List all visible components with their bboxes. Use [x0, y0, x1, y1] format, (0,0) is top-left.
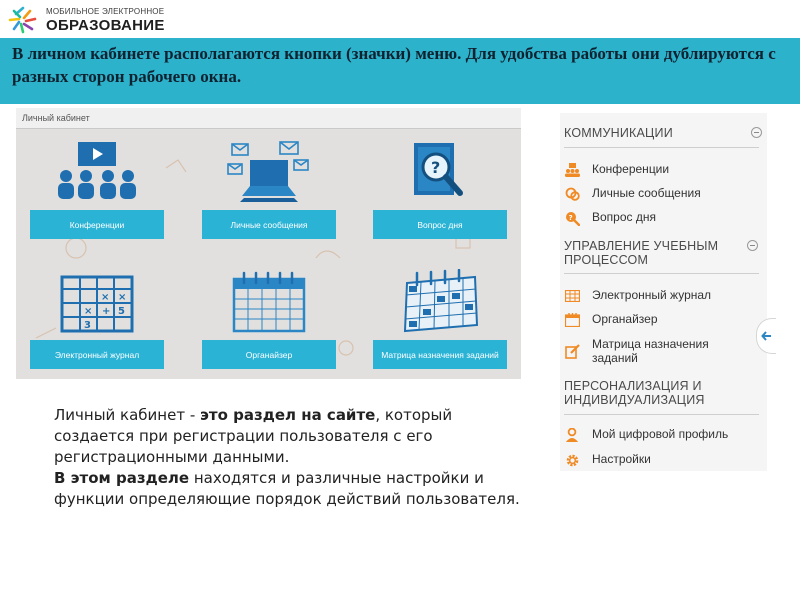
tile-label: Вопрос дня: [373, 210, 507, 239]
tile-matrix[interactable]: [373, 261, 507, 369]
desc-part: , который создается при регистрации пользователя с его регистрационными данными.: [54, 406, 453, 466]
sidebar-item-label: Конференции: [592, 162, 670, 176]
svg-text:?: ?: [431, 158, 441, 177]
matrix-icon: [397, 269, 483, 335]
journal-icon: [564, 288, 580, 304]
divider: [564, 414, 759, 415]
desc-part: находятся и различные настройки и функции определяющие порядок действий пользователя.: [54, 469, 520, 508]
divider: [564, 273, 759, 274]
question-search-icon: [564, 210, 580, 226]
tile-label: Конференции: [30, 210, 164, 239]
svg-text:×: ×: [101, 292, 110, 303]
svg-text:5: 5: [118, 306, 125, 317]
tile-messages[interactable]: [202, 131, 336, 239]
calendar-icon: [228, 269, 310, 335]
sidebar-item-label: Вопрос дня: [592, 210, 656, 224]
section-learning-management[interactable]: [564, 239, 744, 267]
circular-arrows-logo-icon: [6, 4, 40, 36]
sidebar-item-label: Мой цифровой профиль: [592, 427, 729, 441]
arrow-left-icon: [761, 330, 773, 342]
section-title: ПЕРСОНАЛИЗАЦИЯ И ИНДИВИДУАЛИЗАЦИЯ: [564, 379, 705, 407]
messages-icon: [224, 140, 314, 204]
banner-text: В личном кабинете располагаются кнопки (значки) меню. Для удобства работы они дублируются с разных сторон рабочего окна.: [12, 44, 776, 86]
svg-text:?: ?: [568, 213, 573, 222]
sidebar-item-label: Электронный журнал: [592, 288, 712, 302]
sidebar-item-journal[interactable]: [564, 288, 754, 304]
sidebar-item-label: Матрица назначения заданий: [592, 337, 709, 365]
svg-text:×: ×: [118, 292, 127, 303]
sidebar-item-conferences[interactable]: [564, 162, 754, 178]
sidebar-item-messages[interactable]: [564, 186, 754, 202]
logo-line-2: ОБРАЗОВАНИЕ: [46, 16, 165, 34]
gear-icon: [564, 452, 580, 468]
cabinet-title: Личный кабинет: [16, 108, 521, 129]
tile-question[interactable]: [373, 131, 507, 239]
edit-icon: [564, 343, 580, 359]
sidebar-item-organizer[interactable]: [564, 312, 754, 328]
logo-line-1: МОБИЛЬНОЕ ЭЛЕКТРОННОЕ: [46, 6, 165, 16]
description: [54, 405, 534, 510]
sidebar-item-profile[interactable]: [564, 427, 754, 443]
sidebar-item-settings[interactable]: [564, 452, 754, 468]
conference-icon: [564, 162, 580, 178]
title-banner: [0, 38, 800, 104]
tile-label: Органайзер: [202, 340, 336, 369]
svg-text:×: ×: [84, 306, 93, 317]
section-personalization[interactable]: [564, 379, 744, 407]
collapse-icon[interactable]: [751, 127, 762, 138]
logo: [6, 4, 206, 36]
conference-icon: [54, 140, 140, 204]
desc-bold: В этом разделе: [54, 469, 190, 487]
section-title: КОММУНИКАЦИИ: [564, 126, 673, 140]
tile-label: Личные сообщения: [202, 210, 336, 239]
sidebar-menu: [560, 113, 767, 471]
sidebar-item-label: Органайзер: [592, 312, 658, 326]
tile-label: Матрица назначения заданий: [373, 340, 507, 369]
calendar-icon: [564, 312, 580, 328]
tile-label: Электронный журнал: [30, 340, 164, 369]
tile-conferences[interactable]: [30, 131, 164, 239]
tile-journal[interactable]: [30, 261, 164, 369]
chat-icon: [564, 186, 580, 202]
sidebar-item-label: Настройки: [592, 452, 651, 466]
sidebar-item-matrix[interactable]: [564, 337, 754, 367]
svg-text:3: 3: [84, 320, 91, 331]
collapse-icon[interactable]: [747, 240, 758, 251]
sidebar-item-label: Личные сообщения: [592, 186, 701, 200]
user-icon: [564, 427, 580, 443]
tile-organizer[interactable]: [202, 261, 336, 369]
svg-text:+: +: [102, 306, 111, 317]
question-icon: [400, 139, 480, 205]
section-communications[interactable]: [564, 126, 760, 140]
journal-icon: [56, 269, 138, 335]
sidebar-item-question[interactable]: [564, 210, 754, 226]
cabinet-screenshot: [16, 108, 521, 379]
divider: [564, 147, 759, 148]
section-title: УПРАВЛЕНИЕ УЧЕБНЫМ ПРОЦЕССОМ: [564, 239, 719, 267]
desc-part: Личный кабинет -: [54, 406, 201, 424]
desc-bold: это раздел на сайте: [200, 406, 376, 424]
